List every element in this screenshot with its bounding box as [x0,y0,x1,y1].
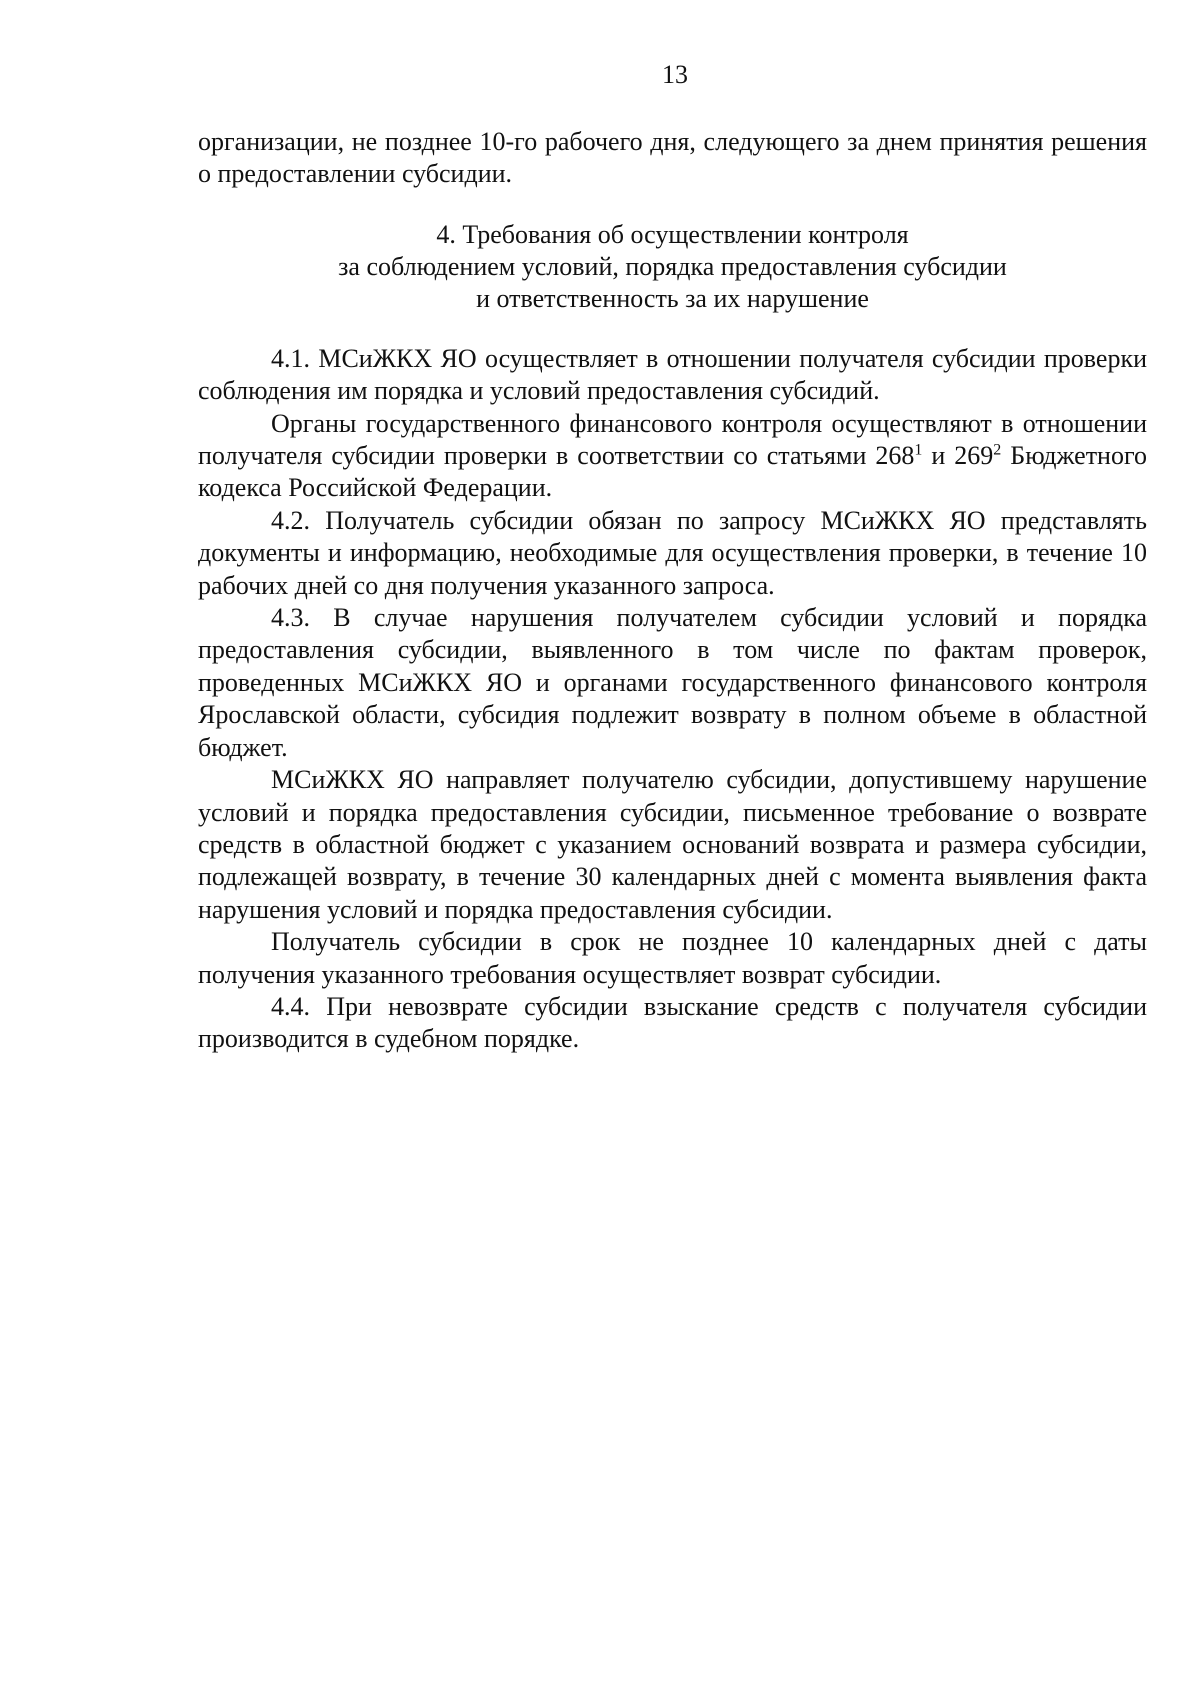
paragraph-4-1b-text-2: и 269 [922,441,994,471]
paragraph-4-3: 4.3. В случае нарушения получателем субсидии условий и порядка предоставления субсидии, выявленного в том числе по фактам проверок, проведенных МСиЖКХ ЯО и органами государственного финансового контроля Ярославской области, субсидия подлежит возврату в полном объеме в областной бюджет. [198,603,1147,762]
paragraph-4-3-return: Получатель субсидии в срок не позднее 10 календарных дней с даты получения указанного требования осуществляет возврат субсидии. [198,927,1147,989]
paragraph-4-2: 4.2. Получатель субсидии обязан по запросу МСиЖКХ ЯО представлять документы и информацию, необходимые для осуществления проверки, в течение 10 рабочих дней со дня получения указанного запроса. [198,505,1147,600]
paragraph-4-1b-text-1: Органы государственного финансового контроля осуществляют в отношении получателя субсидии проверки в соответствии со статьями 268 [198,408,1147,471]
section-heading [198,219,1147,315]
paragraph-4-3-requirement: МСиЖКХ ЯО направляет получателю субсидии, допустившему нарушение условий и порядка предоставления субсидии, письменное требование о возврате средств в областной бюджет с указанием оснований возврата и размера субсидии, подлежащей возврату, в течение 30 календарных дней с момента выявления факта нарушения условий и порядка предоставления субсидии. [198,765,1147,924]
section-heading-line-1: 4. Требования об осуществлении контроля [436,219,909,249]
paragraph-4-1: 4.1. МСиЖКХ ЯО осуществляет в отношении получателя субсидии проверки соблюдения им порядка и условий предоставления субсидий. [198,343,1147,406]
section-heading-line-3: и ответственность за их нарушение [476,283,869,313]
superscript-1: 1 [914,441,923,459]
intro-paragraph: организации, не позднее 10-го рабочего дня, следующего за днем принятия решения о предоставлении субсидии. [198,127,1147,189]
paragraph-4-1-control-bodies [198,408,1147,505]
paragraph-4-1b-text-3: Бюджетного кодекса Российской Федерации. [198,441,1147,503]
document-body [198,126,1147,1056]
section-heading-line-2: за соблюдением условий, порядка предоставления субсидии [338,251,1007,281]
superscript-2: 2 [993,441,1002,459]
page-number: 13 [662,60,688,89]
paragraph-4-4: 4.4. При невозврате субсидии взыскание средств с получателя субсидии производится в судебном порядке. [198,991,1147,1054]
